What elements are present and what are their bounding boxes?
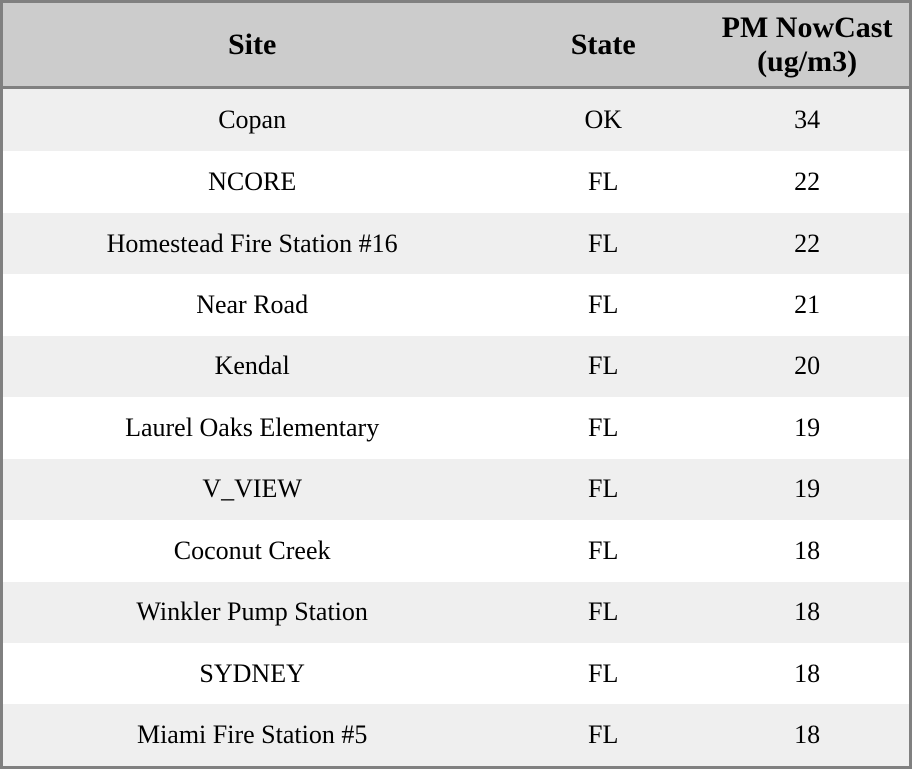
- cell-site: Laurel Oaks Elementary: [3, 397, 501, 458]
- cell-state: FL: [501, 643, 705, 704]
- cell-pm-nowcast: 18: [705, 520, 909, 581]
- cell-pm-nowcast: 20: [705, 336, 909, 397]
- table-row: [3, 88, 909, 152]
- cell-site: Copan: [3, 88, 501, 152]
- cell-site: Kendal: [3, 336, 501, 397]
- cell-site: V_VIEW: [3, 459, 501, 520]
- air-quality-table: [3, 3, 909, 766]
- table-row: [3, 643, 909, 704]
- table-row: [3, 274, 909, 335]
- cell-pm-nowcast: 21: [705, 274, 909, 335]
- table-row: [3, 397, 909, 458]
- cell-pm-nowcast: 18: [705, 704, 909, 766]
- cell-state: FL: [501, 336, 705, 397]
- cell-pm-nowcast: 18: [705, 582, 909, 643]
- cell-site: Coconut Creek: [3, 520, 501, 581]
- table-header-row: [3, 3, 909, 88]
- column-header-site: Site: [3, 3, 501, 88]
- cell-state: FL: [501, 397, 705, 458]
- cell-site: SYDNEY: [3, 643, 501, 704]
- column-header-pm-nowcast: PM NowCast (ug/m3): [705, 3, 909, 88]
- table-row: [3, 704, 909, 766]
- cell-site: Homestead Fire Station #16: [3, 213, 501, 274]
- cell-pm-nowcast: 34: [705, 88, 909, 152]
- cell-state: OK: [501, 88, 705, 152]
- table-header: [3, 3, 909, 88]
- cell-pm-nowcast: 22: [705, 213, 909, 274]
- table-row: [3, 151, 909, 212]
- table-row: [3, 582, 909, 643]
- cell-pm-nowcast: 19: [705, 459, 909, 520]
- cell-site: Near Road: [3, 274, 501, 335]
- table-row: [3, 213, 909, 274]
- cell-pm-nowcast: 19: [705, 397, 909, 458]
- cell-state: FL: [501, 582, 705, 643]
- cell-state: FL: [501, 704, 705, 766]
- cell-pm-nowcast: 18: [705, 643, 909, 704]
- table-row: [3, 336, 909, 397]
- cell-site: Miami Fire Station #5: [3, 704, 501, 766]
- column-header-state: State: [501, 3, 705, 88]
- cell-state: FL: [501, 213, 705, 274]
- cell-site: NCORE: [3, 151, 501, 212]
- cell-state: FL: [501, 459, 705, 520]
- table-row: [3, 520, 909, 581]
- table-body: [3, 88, 909, 766]
- cell-site: Winkler Pump Station: [3, 582, 501, 643]
- table-row: [3, 459, 909, 520]
- cell-state: FL: [501, 151, 705, 212]
- cell-pm-nowcast: 22: [705, 151, 909, 212]
- cell-state: FL: [501, 274, 705, 335]
- cell-state: FL: [501, 520, 705, 581]
